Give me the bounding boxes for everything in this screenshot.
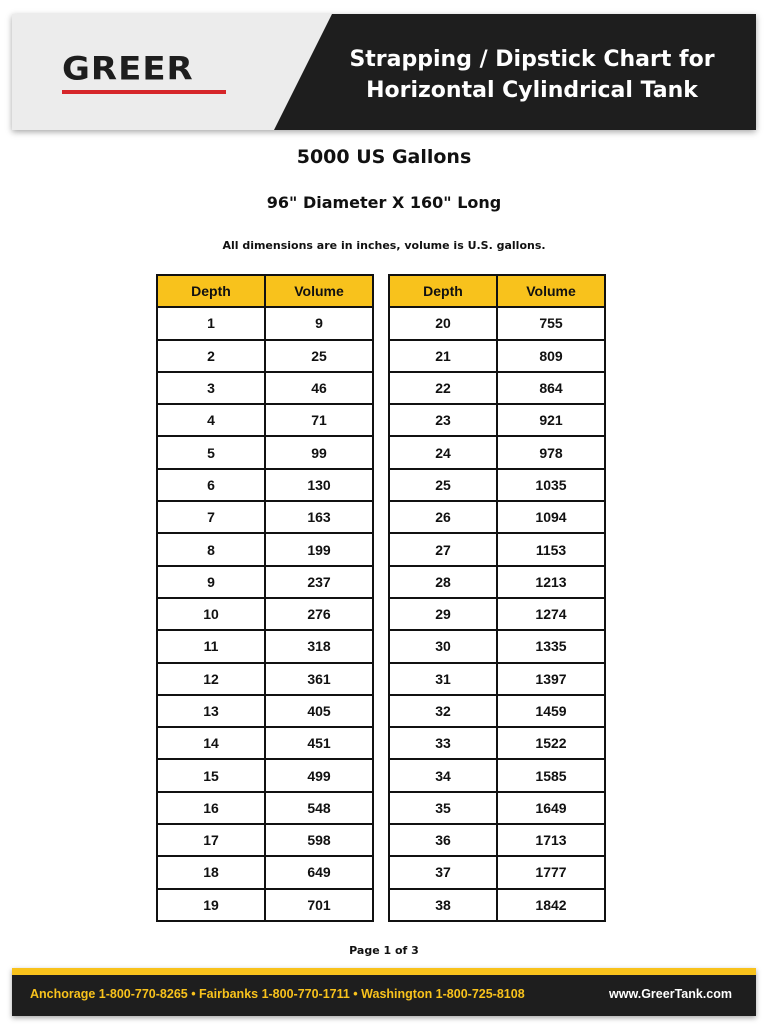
strapping-table-right <box>388 274 606 922</box>
volume-cell: 1213 <box>497 566 605 598</box>
depth-cell: 38 <box>389 889 497 921</box>
page-footer <box>12 968 756 1016</box>
table-row <box>389 533 605 565</box>
depth-cell: 26 <box>389 501 497 533</box>
footer-website-link[interactable]: www.GreerTank.com <box>609 987 732 1001</box>
depth-cell: 3 <box>157 372 265 404</box>
volume-cell: 1649 <box>497 792 605 824</box>
depth-cell: 2 <box>157 340 265 372</box>
depth-cell: 25 <box>389 469 497 501</box>
volume-cell: 276 <box>265 598 373 630</box>
table-row <box>157 856 373 888</box>
table-row <box>389 630 605 662</box>
footer-contacts: Anchorage 1-800-770-8265 • Fairbanks 1-800-770-1711 • Washington 1-800-725-8108 <box>30 987 525 1001</box>
header-title <box>332 44 732 106</box>
volume-cell: 237 <box>265 566 373 598</box>
depth-cell: 7 <box>157 501 265 533</box>
table-row <box>157 759 373 791</box>
depth-cell: 1 <box>157 307 265 339</box>
volume-column-header: Volume <box>265 275 373 307</box>
table-row <box>389 824 605 856</box>
table-row <box>389 372 605 404</box>
depth-cell: 37 <box>389 856 497 888</box>
volume-cell: 921 <box>497 404 605 436</box>
table-row <box>157 566 373 598</box>
depth-cell: 20 <box>389 307 497 339</box>
volume-cell: 451 <box>265 727 373 759</box>
table-row <box>157 598 373 630</box>
volume-cell: 361 <box>265 663 373 695</box>
volume-cell: 1274 <box>497 598 605 630</box>
volume-cell: 1842 <box>497 889 605 921</box>
volume-cell: 71 <box>265 404 373 436</box>
table-row <box>389 307 605 339</box>
depth-cell: 6 <box>157 469 265 501</box>
page-number: Page 1 of 3 <box>349 944 419 957</box>
volume-cell: 163 <box>265 501 373 533</box>
table-row <box>157 630 373 662</box>
table-row <box>157 372 373 404</box>
table-row <box>157 436 373 468</box>
table-row <box>389 469 605 501</box>
volume-cell: 598 <box>265 824 373 856</box>
table-row <box>389 566 605 598</box>
depth-cell: 12 <box>157 663 265 695</box>
table-row <box>389 404 605 436</box>
table-row <box>157 533 373 565</box>
depth-cell: 17 <box>157 824 265 856</box>
volume-cell: 405 <box>265 695 373 727</box>
depth-cell: 23 <box>389 404 497 436</box>
table-row <box>157 727 373 759</box>
table-header-row <box>157 275 373 307</box>
depth-cell: 11 <box>157 630 265 662</box>
depth-cell: 22 <box>389 372 497 404</box>
logo-underline-bar <box>62 90 226 94</box>
volume-cell: 809 <box>497 340 605 372</box>
volume-cell: 548 <box>265 792 373 824</box>
table-row <box>389 501 605 533</box>
table-row <box>389 889 605 921</box>
header-title-line1: Strapping / Dipstick Chart for <box>349 47 715 72</box>
header-title-line2: Horizontal Cylindrical Tank <box>366 78 698 103</box>
depth-cell: 36 <box>389 824 497 856</box>
table-row <box>157 404 373 436</box>
volume-cell: 25 <box>265 340 373 372</box>
volume-cell: 1035 <box>497 469 605 501</box>
depth-cell: 10 <box>157 598 265 630</box>
table-row <box>157 663 373 695</box>
volume-cell: 130 <box>265 469 373 501</box>
volume-cell: 649 <box>265 856 373 888</box>
depth-cell: 30 <box>389 630 497 662</box>
depth-cell: 8 <box>157 533 265 565</box>
table-row <box>389 436 605 468</box>
depth-cell: 15 <box>157 759 265 791</box>
volume-cell: 99 <box>265 436 373 468</box>
depth-cell: 33 <box>389 727 497 759</box>
depth-cell: 18 <box>157 856 265 888</box>
depth-column-header: Depth <box>157 275 265 307</box>
depth-cell: 5 <box>157 436 265 468</box>
greer-logo <box>62 52 226 94</box>
volume-cell: 1335 <box>497 630 605 662</box>
table-row <box>389 340 605 372</box>
depth-cell: 34 <box>389 759 497 791</box>
depth-cell: 35 <box>389 792 497 824</box>
volume-cell: 199 <box>265 533 373 565</box>
table-row <box>389 727 605 759</box>
table-row <box>157 501 373 533</box>
page-header <box>12 14 756 130</box>
volume-cell: 1397 <box>497 663 605 695</box>
table-row <box>389 598 605 630</box>
volume-cell: 1522 <box>497 727 605 759</box>
volume-cell: 864 <box>497 372 605 404</box>
volume-cell: 1713 <box>497 824 605 856</box>
depth-cell: 16 <box>157 792 265 824</box>
volume-cell: 46 <box>265 372 373 404</box>
units-note: All dimensions are in inches, volume is U.S. gallons. <box>222 239 546 252</box>
volume-cell: 701 <box>265 889 373 921</box>
document-title: 5000 US Gallons <box>296 146 472 168</box>
depth-cell: 13 <box>157 695 265 727</box>
table-row <box>157 695 373 727</box>
depth-cell: 32 <box>389 695 497 727</box>
table-row <box>389 792 605 824</box>
table-row <box>389 663 605 695</box>
depth-cell: 27 <box>389 533 497 565</box>
document-subtitle: 96" Diameter X 160" Long <box>266 193 502 212</box>
depth-cell: 31 <box>389 663 497 695</box>
volume-cell: 1153 <box>497 533 605 565</box>
table-header-row <box>389 275 605 307</box>
table-row <box>157 340 373 372</box>
depth-cell: 29 <box>389 598 497 630</box>
table-row <box>157 824 373 856</box>
volume-cell: 755 <box>497 307 605 339</box>
depth-column-header: Depth <box>389 275 497 307</box>
table-row <box>389 695 605 727</box>
volume-cell: 1459 <box>497 695 605 727</box>
depth-cell: 21 <box>389 340 497 372</box>
table-row <box>157 307 373 339</box>
volume-column-header: Volume <box>497 275 605 307</box>
strapping-table-left <box>156 274 374 922</box>
depth-cell: 14 <box>157 727 265 759</box>
depth-cell: 9 <box>157 566 265 598</box>
table-row <box>157 469 373 501</box>
depth-cell: 4 <box>157 404 265 436</box>
volume-cell: 318 <box>265 630 373 662</box>
volume-cell: 978 <box>497 436 605 468</box>
volume-cell: 1777 <box>497 856 605 888</box>
table-row <box>389 856 605 888</box>
depth-cell: 24 <box>389 436 497 468</box>
logo-text: GREER <box>62 50 194 88</box>
volume-cell: 1585 <box>497 759 605 791</box>
volume-cell: 1094 <box>497 501 605 533</box>
depth-cell: 28 <box>389 566 497 598</box>
table-row <box>389 759 605 791</box>
depth-cell: 19 <box>157 889 265 921</box>
volume-cell: 499 <box>265 759 373 791</box>
volume-cell: 9 <box>265 307 373 339</box>
table-row <box>157 889 373 921</box>
table-row <box>157 792 373 824</box>
